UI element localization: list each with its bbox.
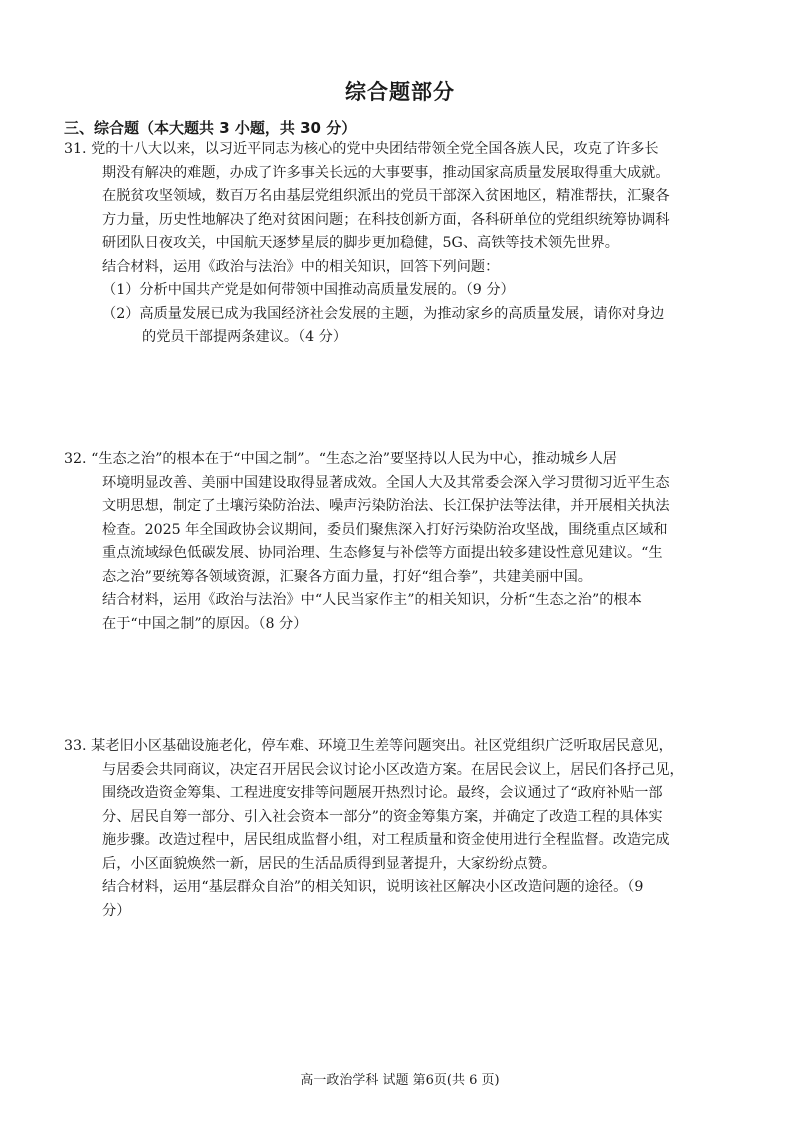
page-title: 综合题部分 — [345, 80, 455, 104]
question-33 — [64, 735, 740, 923]
question-33-line: 施步骤。改造过程中，居民组成监督小组，对工程质量和资金使用进行全程监督。改造完成 — [102, 832, 670, 848]
question-33-prompt: 分） — [102, 902, 131, 919]
question-31-line: 在脱贫攻坚领域，数百万名由基层党组织派出的党员干部深入贫困地区，精准帮扶，汇聚各 — [102, 188, 670, 204]
question-31-line: 方力量，历史性地解决了绝对贫困问题；在科技创新方面，各科研单位的党组织统筹协调科 — [102, 211, 670, 228]
question-33-line: 后，小区面貌焕然一新，居民的生活品质得到显著提升，大家纷纷点赞。 — [102, 855, 557, 872]
question-32-line: 重点流域绿色低碳发展、协同治理、生态修复与补偿等方面提出较多建设性意见建议。“生 — [102, 545, 663, 561]
question-32 — [64, 448, 740, 636]
question-31-line: 研团队日夜攻关，中国航天逐梦星辰的脚步更加稳健，5G、高铁等技术领先世界。 — [102, 235, 619, 251]
question-32-line: 检查。2025 年全国政协会议期间，委员们聚焦深入打好污染防治攻坚战，围绕重点区域和 — [102, 521, 668, 538]
question-32-line: 态之治”要统筹各领域资源，汇聚各方面力量，打好“组合拳”，共建美丽中国。 — [102, 568, 592, 585]
question-33-line: 围绕改造资金筹集、工程进度安排等问题展开热烈讨论。最终，会议通过了“政府补贴一部 — [102, 785, 663, 801]
section-heading: 三、综合题（本大题共 3 小题，共 30 分） — [64, 119, 357, 137]
question-32-prompt: 在于“中国之制”的原因。（8 分） — [102, 615, 308, 632]
question-33-prompt: 结合材料，运用“基层群众自治”的相关知识，说明该社区解决小区改造问题的途径。（9 — [102, 879, 644, 895]
question-32-prompt: 结合材料，运用《政治与法治》中“人民当家作主”的相关知识，分析“生态之治”的根本 — [102, 592, 642, 608]
page-footer: 高一政治学科 试题 第6页(共 6 页) — [300, 1073, 500, 1088]
question-33-line: 分、居民自筹一部分、引入社会资本一部分”的资金筹集方案，并确定了改造工程的具体实 — [102, 808, 663, 825]
question-31-sub-2: （2）高质量发展已成为我国经济社会发展的主题，为推动家乡的高质量发展，请你对身边 — [102, 305, 665, 322]
question-33-line: 与居委会共同商议，决定召开居民会议讨论小区改造方案。在居民会议上，居民们各抒己见， — [102, 761, 684, 778]
question-33-line: 33. 某老旧小区基础设施老化，停车难、环境卫生差等问题突出。社区党组织广泛听取居民意见， — [64, 738, 673, 754]
question-31-prompt: 结合材料，运用《政治与法治》中的相关知识，回答下列问题： — [102, 258, 500, 275]
question-31-sub-2-cont: 的党员干部提两条建议。（4 分） — [142, 329, 348, 345]
question-31-line: 期没有解决的难题，办成了许多事关长远的大事要事，推动国家高质量发展取得重大成就。 — [102, 164, 670, 181]
question-31-sub-1: （1）分析中国共产党是如何带领中国推动高质量发展的。（9 分） — [102, 282, 515, 298]
question-32-line: 文明思想，制定了土壤污染防治法、噪声污染防治法、长江保护法等法律，并开展相关执法 — [102, 498, 670, 514]
question-32-line: 环境明显改善、美丽中国建设取得显著成效。全国人大及其常委会深入学习贯彻习近平生态 — [102, 474, 670, 491]
question-31 — [64, 138, 740, 350]
question-32-line: 32. “生态之治”的根本在于“中国之制”。“生态之治”要坚持以人民为中心，推动城乡人居 — [64, 451, 617, 467]
question-31-line: 31. 党的十八大以来，以习近平同志为核心的党中央团结带领全党全国各族人民，攻克了许多长 — [64, 141, 659, 157]
